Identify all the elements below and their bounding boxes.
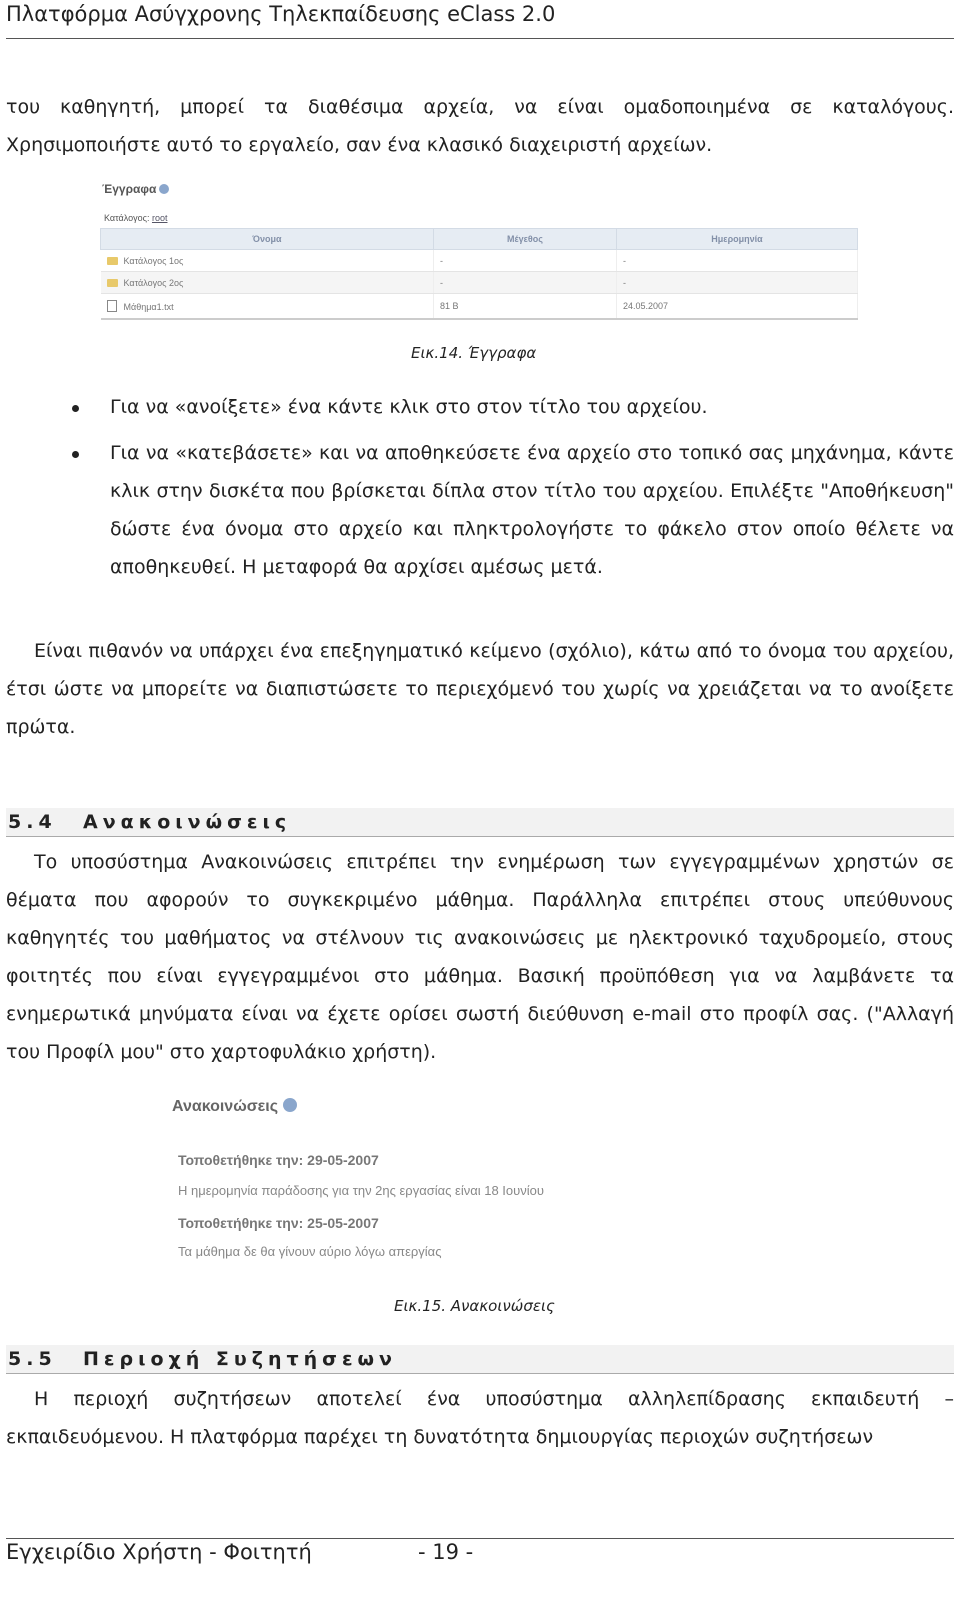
documents-table (100, 228, 858, 320)
announcement-date: Τοποθετήθηκε την: 25-05-2007 (178, 1215, 379, 1231)
intro-paragraph: του καθηγητή, μπορεί τα διαθέσιμα αρχεία, να είναι ομαδοποιημένα σε καταλόγους. Χρησιμοποιήστε αυτό το εργαλείο, σαν ένα κλασικό διαχειριστή αρχείων. (6, 96, 954, 156)
section-number: 5.4 (8, 811, 57, 833)
bullet-icon (72, 405, 79, 412)
directory-label: Κατάλογος: (104, 213, 150, 223)
list-item-text: Για να «κατεβάσετε» και να αποθηκεύσετε ένα αρχείο στο τοπικό σας μηχάνημα, κάντε κλικ στην δισκέτα που βρίσκεται δίπλα στον τίτλο του αρχείου. Επιλέξτε "Αποθήκευση" δώστε ένα όνομα στο αρχείο και πληκτρολογήστε το φάκελο στον οποίο θέλετε να αποθηκευθεί. Η μεταφορά θα αρχίσει αμέσως μετά. (110, 442, 954, 578)
file-size-cell: 81 B (434, 294, 617, 320)
folder-icon (107, 257, 118, 265)
directory-line (104, 213, 167, 223)
figure-15-caption: Εικ.15. Ανακοινώσεις (394, 1297, 555, 1315)
file-date-cell: 24.05.2007 (617, 294, 858, 320)
instructions-list (0, 388, 954, 586)
comment-paragraph: Είναι πιθανόν να υπάρχει ένα επεξηγηματικό κείμενο (σχόλιο), κάτω από το όνομα του αρχείου, έτσι ώστε να μπορείτε να διαπιστώσετε το περιεχόμενό του χωρίς να χρειάζεται να το ανοίξετε πρώτα. (6, 640, 954, 738)
page-number: - 19 - (418, 1540, 474, 1564)
documents-title (102, 182, 169, 196)
column-header-size[interactable]: Μέγεθος (434, 229, 617, 250)
announcement-text: Τα μάθημα δε θα γίνουν αύριο λόγω απεργίας (178, 1244, 442, 1259)
section-title: Περιοχή Συζητήσεων (83, 1348, 397, 1370)
file-name-cell[interactable] (101, 294, 434, 320)
section-5-5-heading (6, 1345, 954, 1374)
file-name[interactable]: Κατάλογος 1ος (123, 255, 184, 266)
announcements-title-text: Ανακοινώσεις (172, 1098, 279, 1115)
figure-14-caption: Εικ.14. Έγγραφα (411, 344, 537, 362)
page-header-title: Πλατφόρμα Ασύγχρονης Τηλεκπαίδευσης eClass 2.0 (6, 2, 556, 26)
table-row (101, 294, 858, 320)
footer-divider (6, 1538, 954, 1539)
file-date-cell: - (617, 250, 858, 272)
list-item (0, 434, 954, 586)
document-icon (107, 300, 117, 312)
file-name[interactable]: Κατάλογος 2ος (123, 277, 184, 288)
table-header-row (101, 229, 858, 250)
documents-screenshot (98, 180, 860, 312)
file-date-cell: - (617, 272, 858, 294)
column-header-name[interactable]: Όνομα (101, 229, 434, 250)
directory-link[interactable]: root (151, 213, 168, 223)
bullet-icon (72, 451, 79, 458)
file-name-cell[interactable] (101, 250, 434, 272)
table-row (101, 272, 858, 294)
footer-document-title: Εγχειρίδιο Χρήστη - Φοιτητή (6, 1540, 312, 1564)
folder-icon (107, 279, 118, 287)
announcements-title (172, 1098, 297, 1116)
announcements-screenshot (168, 1092, 588, 1272)
documents-title-text: Έγγραφα (102, 182, 157, 196)
file-name-cell[interactable] (101, 272, 434, 294)
section-number: 5.5 (8, 1348, 57, 1370)
list-item (0, 388, 954, 426)
file-size-cell: - (434, 272, 617, 294)
header-divider (6, 38, 954, 39)
table-row (101, 250, 858, 272)
file-name[interactable]: Μάθημα1.txt (123, 302, 174, 312)
section-5-4-paragraph: Το υποσύστημα Ανακοινώσεις επιτρέπει την ενημέρωση των εγγεγραμμένων χρηστών σε θέματα που αφορούν το συγκεκριμένο μάθημα. Παράλληλα επιτρέπει στους υπεύθυνους καθηγητές του μαθήματος να στέλνουν τις ανακοινώσεις με ηλεκτρονικό ταχυδρομείο, στους φοιτητές που είναι εγγεγραμμένοι στο μάθημα. Βασική προϋπόθεση για να λαμβάνετε τα ενημερωτικά μηνύματα είναι να έχετε ορίσει σωστή διεύθυνση e-mail στο προφίλ σας. ("Αλλαγή του Προφίλ μου" στο χαρτοφυλάκιο χρήστη). (6, 851, 954, 1063)
announcement-text: Η ημερομηνία παράδοσης για την 2ης εργασίας είναι 18 Ιουνίου (178, 1183, 544, 1198)
section-5-4-heading (6, 808, 954, 837)
section-title: Ανακοινώσεις (83, 811, 292, 833)
file-size-cell: - (434, 250, 617, 272)
section-5-5-paragraph: Η περιοχή συζητήσεων αποτελεί ένα υποσύστημα αλληλεπίδρασης εκπαιδευτή – εκπαιδευόμενου. Η πλατφόρμα παρέχει τη δυνατότητα δημιουργίας περιοχών συζητήσεων (6, 1388, 954, 1448)
help-icon (283, 1098, 297, 1112)
list-item-text: Για να «ανοίξετε» ένα κάντε κλικ στο στον τίτλο του αρχείου. (110, 396, 708, 418)
help-icon (159, 184, 169, 194)
column-header-date[interactable]: Ημερομηνία (617, 229, 858, 250)
announcement-date: Τοποθετήθηκε την: 29-05-2007 (178, 1152, 379, 1168)
